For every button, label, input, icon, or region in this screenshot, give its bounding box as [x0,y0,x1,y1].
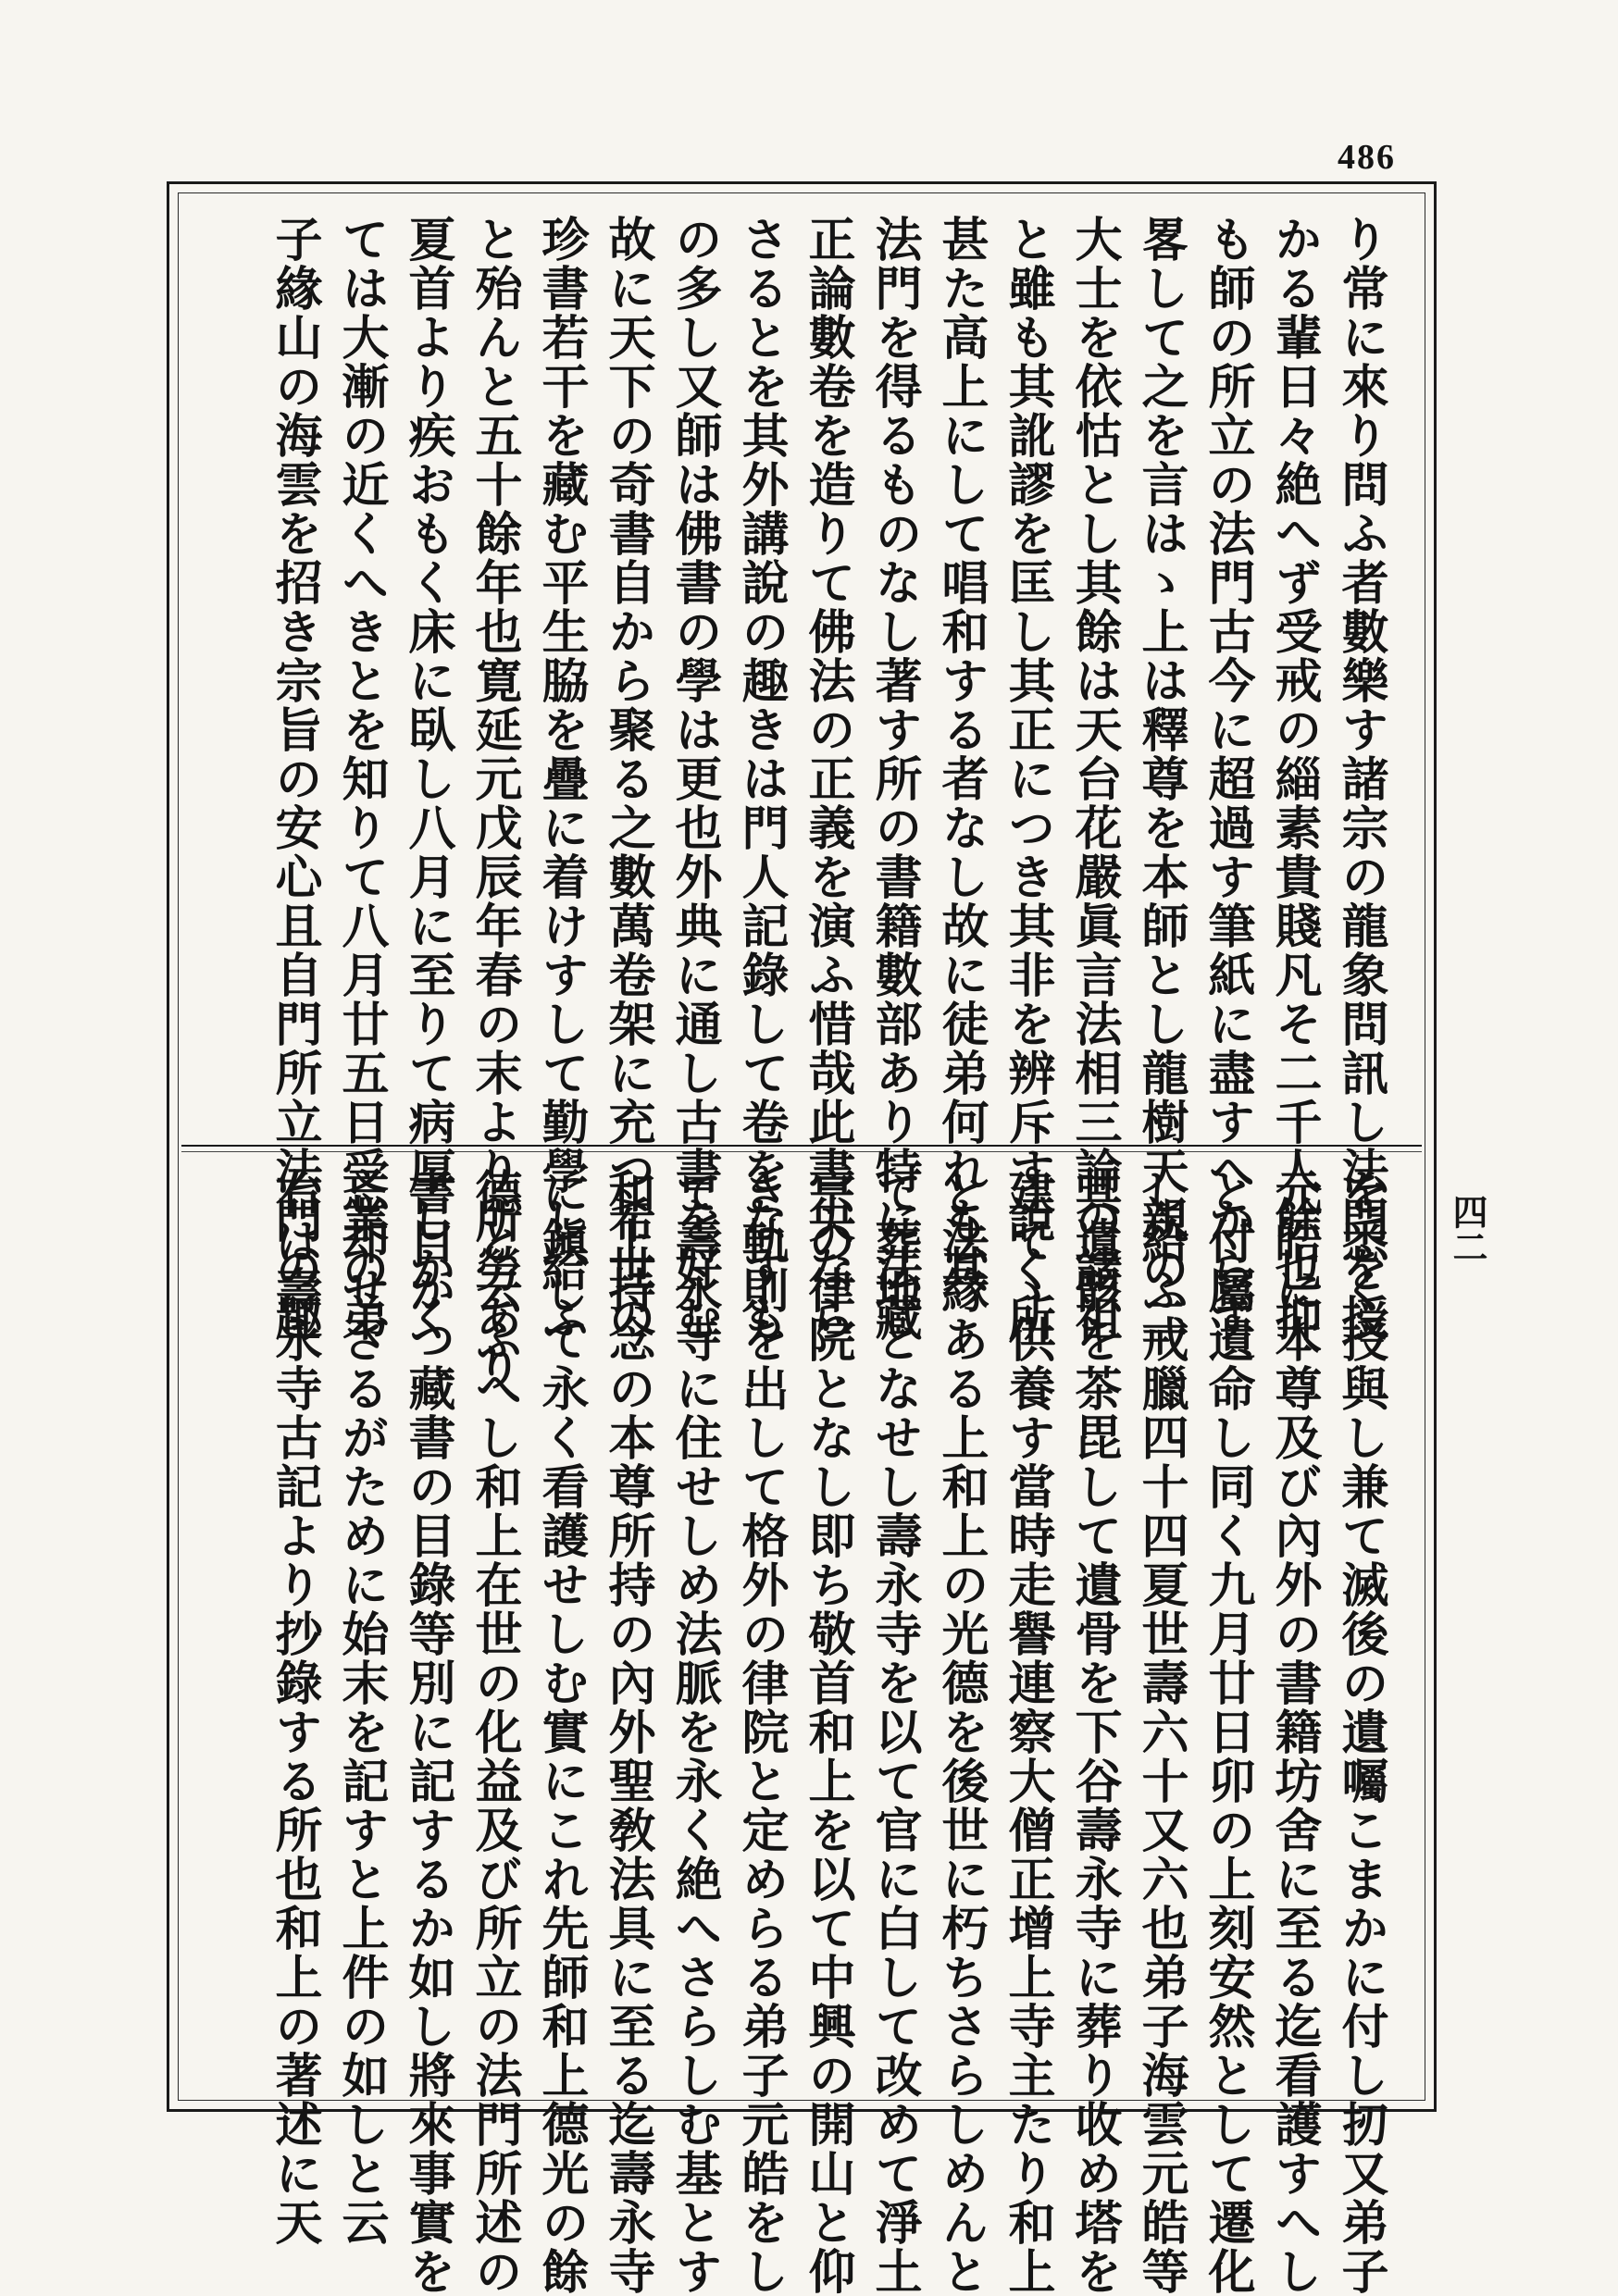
text-block-bottom [267,1168,1388,2296]
text-column: と殆んと五十餘年也寛延元戊辰年春の末より所勞あり [467,215,522,1392]
text-column: の多し又師は佛書の學は更也外典に通し古書を好む [666,215,722,1343]
text-column: 右は壽永寺古記より抄錄する所也和上の著述に天 [267,1168,322,2247]
text-column: 忘却せざるがために始末を記すと上件の如しと云 [333,1168,389,2247]
text-column: 夏首より疾おもく床に臥し八月に至りて病厚しかく [400,215,455,1343]
text-column: に鎭して永く看護せしむ實にこれ先師和上德光の餘 [533,1168,589,2296]
text-column: 大士を依怙とし其餘は天台花嚴眞言法相三論の諸祖 [1066,215,1122,1343]
text-column: て壽永寺に住せしめ法脈を永く絶へさらしむ基とす [666,1168,722,2296]
text-column: 其遺骸を茶毘して遺骨を下谷壽永寺に葬り收め塔を [1066,1168,1122,2296]
text-column: を悉く授與し兼て滅後の遺囑こまかに付し扨又弟子 [1333,1168,1388,2296]
text-column: 和上持念の本尊所持の內外聖敎法具に至る迄壽永寺 [600,1168,655,2296]
text-block-top [267,215,1388,1392]
text-column: き軌則を出して格外の律院と定めらる弟子元皓をし [733,1168,789,2296]
text-column: 元皓に本尊及び內外の書籍坊舍に至る迄看護すへし [1266,1168,1322,2296]
text-column: も師の所立の法門古今に超過す筆紙に盡すへからず [1200,215,1255,1343]
text-column: 故に天下の奇書自から聚る之數萬卷架に充つ希世の [600,215,655,1343]
text-column: と雖も其訛謬を匡し其正につき其非を辨斥す說く所 [1000,215,1055,1343]
text-column: て葬地となせし壽永寺を以て官に白して改めて淨土 [866,1168,922,2296]
text-column: 畧して之を言はゝ上は釋尊を本師とし龍樹天親の二 [1133,215,1189,1343]
page-number: 486 [1338,138,1396,177]
text-column: 德と云ふへし和上在世の化益及び所立の法門所述の [467,1168,522,2296]
text-column: ては大漸の近くへきとを知りて八月廿五日受業の弟 [333,215,389,1343]
text-column: り常に來り問ふ者數樂す諸宗の龍象問訊し法門を授 [1333,215,1388,1343]
text-column: 子緣山の海雲を招き宗旨の安心且自門所立法門の趣 [267,215,322,1343]
text-column: 珍書若干を藏む平生脇を疊に着けすして勤學し給ふ [533,215,589,1343]
text-column: さるとを其外講說の趣きは門人記錄して卷をなすも [733,215,789,1343]
text-column: 正論數卷を造りて佛法の正義を演ふ惜哉此書央なら [800,215,855,1343]
text-column: と付屬遺命し同く九月廿日卯の上刻安然として遷化 [1200,1168,1255,2296]
text-column: 建てゝ供養す當時走譽連察大僧正增上寺主たり和上 [1000,1168,1055,2296]
text-column: 宗の律院となし即ち敬首和上を以て中興の開山と仰 [800,1168,855,2296]
text-column: と法緣ある上和上の光德を後世に朽ちさらしめんと [933,1168,989,2296]
text-column: かる輩日々絶へず受戒の緇素貴賤凡そ二千人餘也抑 [1266,215,1322,1343]
text-column: し給ふ戒臘四十四夏世壽六十又六也弟子海雲元皓等 [1133,1168,1189,2296]
marginal-page-number: 四二 [1447,1194,1488,1264]
text-column: 書目かつ藏書の目錄等別に記するか如し將來事實を [400,1168,455,2296]
text-column: 法門を得るものなし著す所の書籍數部あり特に法藏 [866,215,922,1343]
text-column: 甚た高上にして唱和する者なし故に徒弟何れも其 [933,215,989,1294]
